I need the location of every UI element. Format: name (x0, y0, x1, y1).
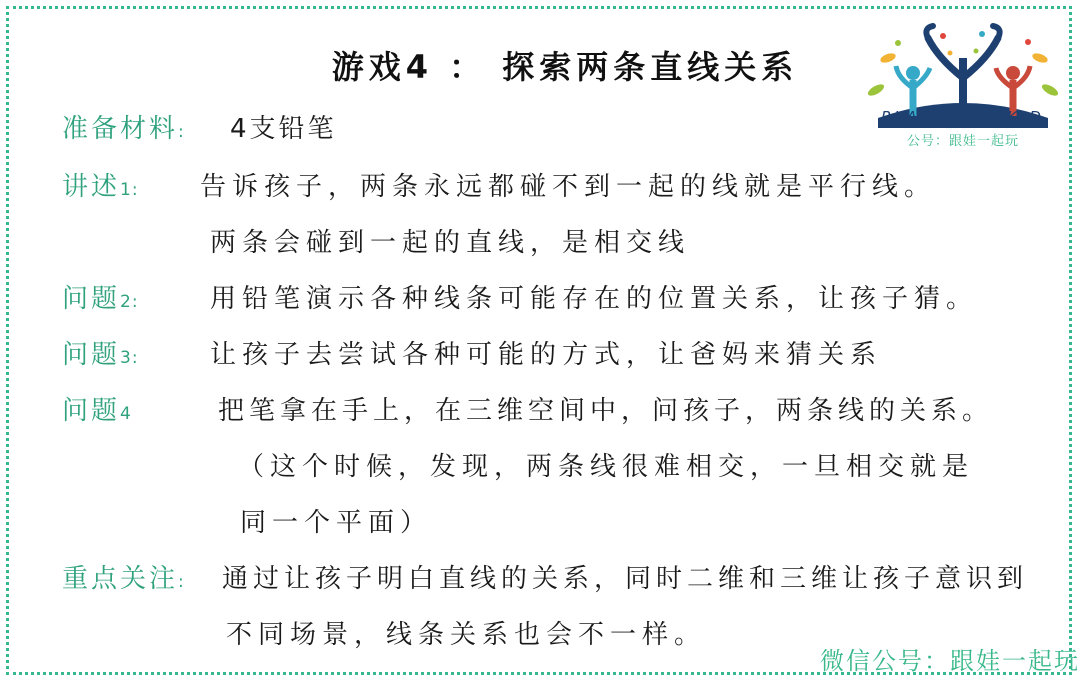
focus-line-1: 通过让孩子明白直线的关系，同时二维和三维让孩子意识到 (222, 564, 1029, 594)
item-4-label-suffix: 4 (120, 404, 132, 424)
materials-value: 4支铅笔 (230, 114, 337, 144)
logo-wordmark: PLAY WITH KID (881, 108, 1045, 126)
item-2-line-1: 用铅笔演示各种线条可能存在的位置关系，让孩子猜。 (210, 284, 979, 314)
item-3-label-text: 问题 (62, 340, 121, 370)
page-title: 游戏4 ： 探索两条直线关系 (331, 48, 799, 86)
item-4-label-text: 问题 (62, 396, 121, 426)
focus-line-2: 不同场景，线条关系也会不一样。 (226, 620, 707, 650)
item-1-label-suffix: 1: (120, 180, 139, 200)
focus-label (62, 558, 185, 595)
item-1-label (62, 166, 139, 203)
item-4-line-2: （这个时候，发现，两条线很难相交，一旦相交就是 (238, 452, 975, 482)
item-2-label-suffix: 2: (120, 292, 139, 312)
item-4-line-1: 把笔拿在手上，在三维空间中，问孩子，两条线的关系。 (218, 396, 994, 426)
item-4-line-3: 同一个平面） (240, 508, 433, 538)
materials-label (62, 108, 185, 145)
item-1-label-text: 讲述 (62, 172, 121, 202)
item-3-label-suffix: 3: (120, 348, 139, 368)
materials-label-text: 准备材料 (62, 114, 179, 144)
logo-subtitle: 公号：跟娃一起玩 (906, 134, 1019, 149)
item-2-label (62, 278, 139, 315)
item-1-line-1: 告诉孩子，两条永远都碰不到一起的线就是平行线。 (200, 172, 937, 202)
focus-label-suffix: : (178, 572, 185, 592)
item-3-line-1: 让孩子去尝试各种可能的方式，让爸妈来猜关系 (210, 340, 883, 370)
focus-label-text: 重点关注 (62, 564, 179, 594)
item-2-label-text: 问题 (62, 284, 121, 314)
item-3-label (62, 334, 139, 371)
materials-label-suffix: : (178, 122, 185, 142)
footer-wechat-account: 微信公号：跟娃一起玩 (820, 647, 1080, 675)
item-4-label (62, 390, 132, 427)
item-1-line-2: 两条会碰到一起的直线，是相交线 (210, 228, 691, 258)
